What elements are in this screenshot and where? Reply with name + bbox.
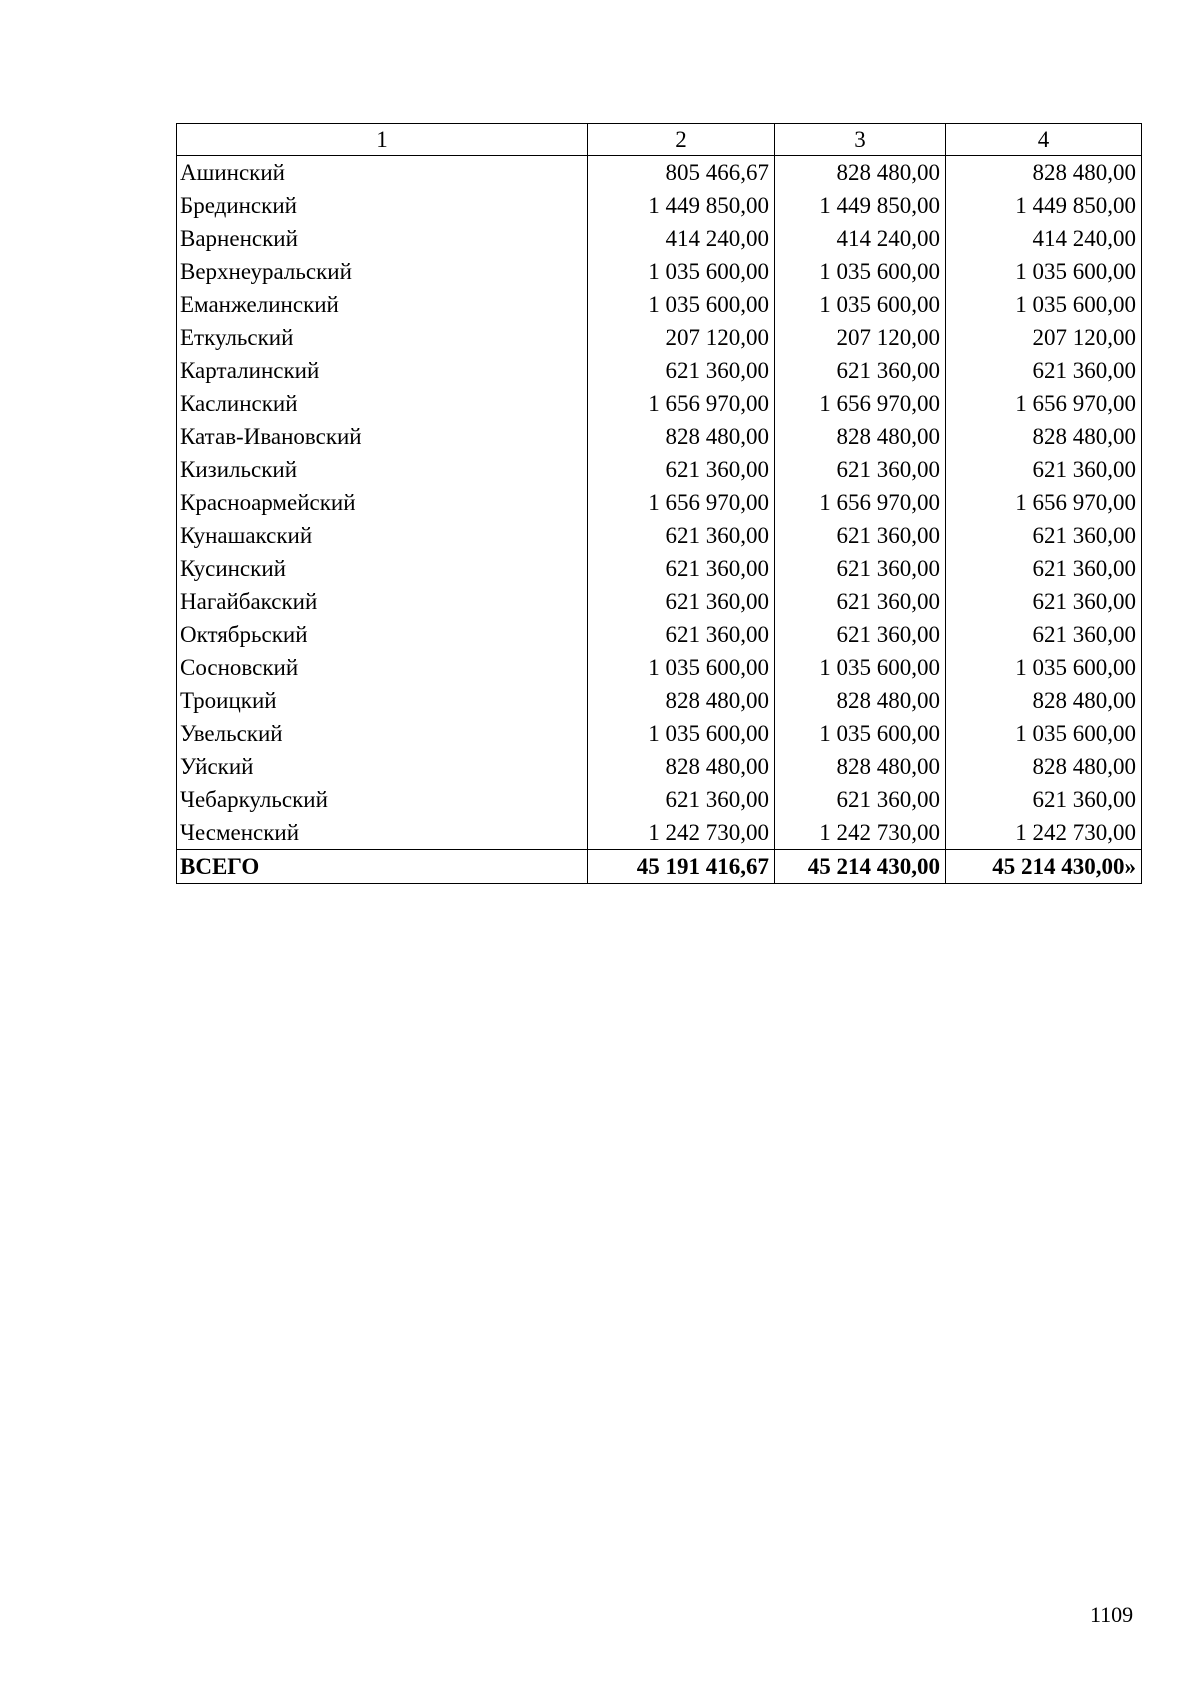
value-col-3-cell: 621 360,00 bbox=[775, 453, 946, 486]
district-name-cell: Брединский bbox=[177, 189, 588, 222]
district-name-cell: Карталинский bbox=[177, 354, 588, 387]
table-row bbox=[177, 387, 1142, 420]
table-row bbox=[177, 189, 1142, 222]
total-row bbox=[177, 850, 1142, 884]
table-row bbox=[177, 486, 1142, 519]
value-col-4-cell: 621 360,00 bbox=[946, 783, 1142, 816]
column-header-3: 3 bbox=[775, 124, 946, 156]
value-col-3-cell: 621 360,00 bbox=[775, 354, 946, 387]
value-col-4-cell: 1 035 600,00 bbox=[946, 255, 1142, 288]
table-row bbox=[177, 717, 1142, 750]
value-col-4-cell: 828 480,00 bbox=[946, 684, 1142, 717]
table-row bbox=[177, 288, 1142, 321]
table-row bbox=[177, 354, 1142, 387]
value-col-2-cell: 1 656 970,00 bbox=[588, 486, 775, 519]
column-header-2: 2 bbox=[588, 124, 775, 156]
table-row bbox=[177, 783, 1142, 816]
value-col-4-cell: 1 656 970,00 bbox=[946, 387, 1142, 420]
value-col-3-cell: 621 360,00 bbox=[775, 618, 946, 651]
table-row bbox=[177, 519, 1142, 552]
value-col-2-cell: 621 360,00 bbox=[588, 585, 775, 618]
value-col-2-cell: 1 449 850,00 bbox=[588, 189, 775, 222]
district-name-cell: Уйский bbox=[177, 750, 588, 783]
allocation-table bbox=[176, 123, 1142, 884]
table-row bbox=[177, 222, 1142, 255]
value-col-4-cell: 828 480,00 bbox=[946, 156, 1142, 190]
value-col-2-cell: 1 035 600,00 bbox=[588, 651, 775, 684]
total-value-cell: 45 191 416,67 bbox=[588, 850, 775, 884]
district-name-cell: Чебаркульский bbox=[177, 783, 588, 816]
value-col-3-cell: 1 035 600,00 bbox=[775, 717, 946, 750]
value-col-3-cell: 828 480,00 bbox=[775, 420, 946, 453]
district-name-cell: Чесменский bbox=[177, 816, 588, 850]
value-col-2-cell: 1 035 600,00 bbox=[588, 717, 775, 750]
value-col-3-cell: 207 120,00 bbox=[775, 321, 946, 354]
value-col-3-cell: 1 035 600,00 bbox=[775, 651, 946, 684]
value-col-4-cell: 414 240,00 bbox=[946, 222, 1142, 255]
district-name-cell: Октябрьский bbox=[177, 618, 588, 651]
district-name-cell: Троицкий bbox=[177, 684, 588, 717]
value-col-2-cell: 621 360,00 bbox=[588, 618, 775, 651]
value-col-2-cell: 1 035 600,00 bbox=[588, 288, 775, 321]
total-value-cell: 45 214 430,00 bbox=[775, 850, 946, 884]
value-col-3-cell: 828 480,00 bbox=[775, 156, 946, 190]
table-row bbox=[177, 816, 1142, 850]
table-row bbox=[177, 453, 1142, 486]
value-col-4-cell: 1 242 730,00 bbox=[946, 816, 1142, 850]
value-col-3-cell: 621 360,00 bbox=[775, 519, 946, 552]
value-col-4-cell: 207 120,00 bbox=[946, 321, 1142, 354]
table-row bbox=[177, 255, 1142, 288]
district-name-cell: Сосновский bbox=[177, 651, 588, 684]
table-row bbox=[177, 420, 1142, 453]
value-col-3-cell: 1 035 600,00 bbox=[775, 255, 946, 288]
table-row bbox=[177, 321, 1142, 354]
value-col-2-cell: 621 360,00 bbox=[588, 783, 775, 816]
value-col-4-cell: 1 035 600,00 bbox=[946, 717, 1142, 750]
district-name-cell: Нагайбакский bbox=[177, 585, 588, 618]
value-col-2-cell: 828 480,00 bbox=[588, 684, 775, 717]
total-label-cell: ВСЕГО bbox=[177, 850, 588, 884]
value-col-2-cell: 828 480,00 bbox=[588, 750, 775, 783]
value-col-3-cell: 1 449 850,00 bbox=[775, 189, 946, 222]
district-name-cell: Красноармейский bbox=[177, 486, 588, 519]
value-col-3-cell: 828 480,00 bbox=[775, 684, 946, 717]
value-col-4-cell: 621 360,00 bbox=[946, 519, 1142, 552]
value-col-3-cell: 1 035 600,00 bbox=[775, 288, 946, 321]
value-col-4-cell: 621 360,00 bbox=[946, 552, 1142, 585]
value-col-3-cell: 1 656 970,00 bbox=[775, 486, 946, 519]
value-col-2-cell: 1 656 970,00 bbox=[588, 387, 775, 420]
district-name-cell: Катав-Ивановский bbox=[177, 420, 588, 453]
value-col-2-cell: 1 035 600,00 bbox=[588, 255, 775, 288]
column-header-1: 1 bbox=[177, 124, 588, 156]
value-col-3-cell: 414 240,00 bbox=[775, 222, 946, 255]
district-name-cell: Верхнеуральский bbox=[177, 255, 588, 288]
table-row bbox=[177, 618, 1142, 651]
table-row bbox=[177, 651, 1142, 684]
value-col-4-cell: 1 035 600,00 bbox=[946, 651, 1142, 684]
district-name-cell: Ашинский bbox=[177, 156, 588, 190]
value-col-2-cell: 621 360,00 bbox=[588, 519, 775, 552]
district-name-cell: Еткульский bbox=[177, 321, 588, 354]
header-row bbox=[177, 124, 1142, 156]
value-col-3-cell: 1 242 730,00 bbox=[775, 816, 946, 850]
district-name-cell: Увельский bbox=[177, 717, 588, 750]
total-value-cell: 45 214 430,00» bbox=[946, 850, 1142, 884]
value-col-3-cell: 1 656 970,00 bbox=[775, 387, 946, 420]
value-col-4-cell: 828 480,00 bbox=[946, 750, 1142, 783]
value-col-3-cell: 621 360,00 bbox=[775, 783, 946, 816]
district-name-cell: Каслинский bbox=[177, 387, 588, 420]
value-col-4-cell: 621 360,00 bbox=[946, 453, 1142, 486]
table-row bbox=[177, 156, 1142, 190]
value-col-4-cell: 621 360,00 bbox=[946, 354, 1142, 387]
value-col-4-cell: 1 035 600,00 bbox=[946, 288, 1142, 321]
table-body bbox=[177, 156, 1142, 884]
value-col-2-cell: 1 242 730,00 bbox=[588, 816, 775, 850]
value-col-3-cell: 621 360,00 bbox=[775, 552, 946, 585]
value-col-4-cell: 1 449 850,00 bbox=[946, 189, 1142, 222]
value-col-4-cell: 1 656 970,00 bbox=[946, 486, 1142, 519]
table-row bbox=[177, 750, 1142, 783]
value-col-2-cell: 621 360,00 bbox=[588, 453, 775, 486]
column-header-4: 4 bbox=[946, 124, 1142, 156]
district-name-cell: Еманжелинский bbox=[177, 288, 588, 321]
value-col-4-cell: 621 360,00 bbox=[946, 585, 1142, 618]
value-col-2-cell: 621 360,00 bbox=[588, 354, 775, 387]
value-col-4-cell: 828 480,00 bbox=[946, 420, 1142, 453]
district-name-cell: Кунашакский bbox=[177, 519, 588, 552]
value-col-3-cell: 621 360,00 bbox=[775, 585, 946, 618]
value-col-2-cell: 207 120,00 bbox=[588, 321, 775, 354]
value-col-3-cell: 828 480,00 bbox=[775, 750, 946, 783]
page-number: 1109 bbox=[1090, 1602, 1134, 1627]
value-col-2-cell: 414 240,00 bbox=[588, 222, 775, 255]
table-row bbox=[177, 552, 1142, 585]
value-col-2-cell: 828 480,00 bbox=[588, 420, 775, 453]
value-col-2-cell: 621 360,00 bbox=[588, 552, 775, 585]
district-name-cell: Варненский bbox=[177, 222, 588, 255]
value-col-4-cell: 621 360,00 bbox=[946, 618, 1142, 651]
value-col-2-cell: 805 466,67 bbox=[588, 156, 775, 190]
district-name-cell: Кусинский bbox=[177, 552, 588, 585]
district-name-cell: Кизильский bbox=[177, 453, 588, 486]
table-row bbox=[177, 585, 1142, 618]
table-row bbox=[177, 684, 1142, 717]
